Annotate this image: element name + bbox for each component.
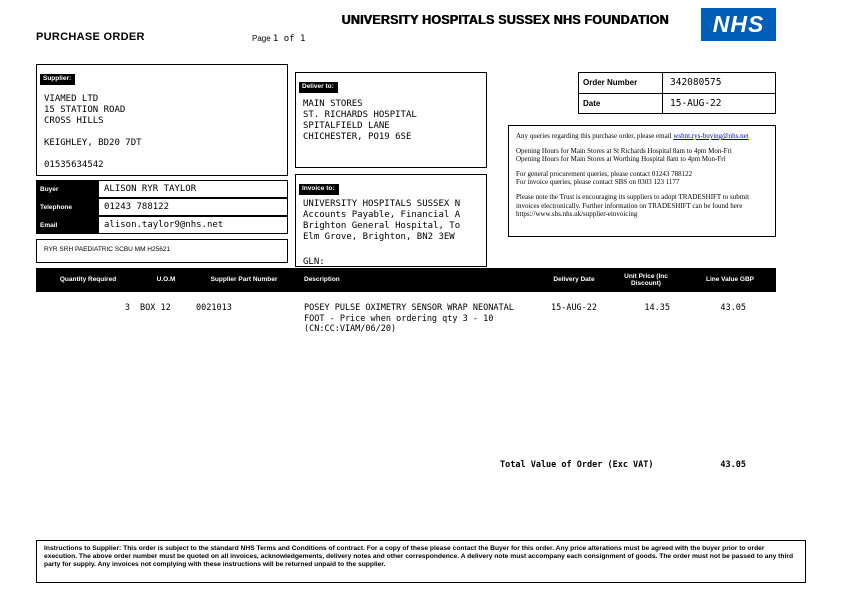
opening-hours-block [516, 147, 768, 164]
header-delivery-date: Delivery Date [553, 276, 595, 284]
page-label: Page [252, 34, 271, 43]
total-value: 43.05 [720, 460, 746, 470]
invoice-to-box [295, 174, 487, 267]
supplier-label: Supplier: [40, 74, 75, 85]
invoice-line2: Accounts Payable, Financial A [303, 210, 461, 220]
item-row [36, 303, 776, 335]
telephone-label: Telephone [37, 199, 99, 215]
procurement-queries-block [516, 170, 768, 187]
buyer-value: ALISON RYR TAYLOR [104, 184, 197, 194]
order-date-value: 15-AUG-22 [670, 98, 722, 109]
order-reference: RYR SRH PAEDIATRIC SCBU MM H25621 [36, 239, 288, 263]
supplier-address-line1: 15 STATION ROAD [44, 105, 126, 115]
buyer-field-row [36, 180, 288, 198]
order-date-label: Date [579, 94, 663, 113]
supplier-box [36, 64, 288, 176]
invoice-line4: Elm Grove, Brighton, BN2 3EW [303, 232, 455, 242]
procurement-queries-line: For general procurement queries, please contact 01243 788122 [516, 169, 693, 178]
supplier-address-line2: CROSS HILLS [44, 116, 104, 126]
item-unit-price: 14.35 [644, 303, 670, 313]
item-line-value: 43.05 [720, 303, 746, 313]
queries-contact-line [516, 132, 768, 141]
queries-box [508, 125, 776, 237]
header-unit-price: Unit Price (Inc Discount) [624, 272, 668, 287]
buying-email-link[interactable]: wshnt.rys-buying@nhs.net [673, 132, 749, 140]
buyer-label: Buyer [37, 181, 99, 197]
order-number-row [579, 73, 775, 93]
order-info-table [578, 72, 776, 114]
doc-title: PURCHASE ORDER [36, 31, 145, 43]
nhs-logo-text: NHS [712, 11, 765, 37]
order-date-row [579, 93, 775, 113]
email-field-row [36, 216, 288, 234]
telephone-field-row [36, 198, 288, 216]
total-label: Total Value of Order (Exc VAT) [500, 460, 654, 470]
deliver-line1: MAIN STORES [303, 99, 363, 109]
invoice-line1: UNIVERSITY HOSPITALS SUSSEX N [303, 199, 461, 209]
page-value: 1 of 1 [272, 34, 306, 44]
header-line-value: Line Value GBP [705, 276, 755, 284]
org-title: UNIVERSITY HOSPITALS SUSSEX NHS FOUNDATION [341, 13, 669, 27]
order-number-label: Order Number [579, 73, 663, 93]
supplier-city-postcode: KEIGHLEY, BD20 7DT [44, 138, 142, 148]
item-uom: BOX 12 [140, 303, 171, 313]
invoice-queries-line: For invoice queries, please contact SBS on 0303 123 1177 [516, 178, 680, 187]
deliver-line2: ST. RICHARDS HOSPITAL [303, 110, 417, 120]
tradeshift-note: Please note the Trust is encouraging its suppliers to adopt TRADESHIFT to submit invoices electronically. Further information on TRADESHIFT can be found here https://www.sbs.nhs.uk/supplier-einvoicing [516, 192, 750, 219]
order-number-value: 342080575 [670, 77, 722, 88]
deliver-line3: SPITALFIELD LANE [303, 121, 390, 131]
deliver-to-label: Deliver to: [299, 82, 338, 93]
supplier-name: VIAMED LTD [44, 94, 99, 104]
item-description-line1: POSEY PULSE OXIMETRY SENSOR WRAP NEONATAL [304, 303, 514, 313]
item-part-number: 0021013 [196, 303, 232, 313]
header-quantity-required: Quantity Required [59, 276, 117, 284]
supplier-instructions: Instructions to Supplier: This order is subject to the standard NHS Terms and Conditions of contract. For a copy of these please contact the Buyer for this order. Any price alterations must be agreed with the buyer prior to order execution. The above order number must be quoted on all invoices, acknowledgements, delivery notes and other correspondence. A delivery note must accompany each consignment of goods. The order must not be passed to any third party for supply. Any invoices not complying with these instructions will be returned unpaid to the supplier. [36, 540, 806, 583]
telephone-value: 01243 788122 [104, 202, 170, 212]
page-indicator [252, 34, 305, 44]
queries-contact-text: Any queries regarding this purchase order, please email [516, 132, 674, 140]
item-delivery-date: 15-AUG-22 [550, 303, 598, 313]
item-quantity: 3 [124, 303, 130, 313]
items-table-header [36, 268, 776, 292]
deliver-line4: CHICHESTER, PO19 6SE [303, 132, 412, 142]
item-description-line3: (CN:CC:VIAM/06/20) [304, 324, 397, 334]
email-value: alison.taylor9@nhs.net [104, 220, 224, 230]
opening-hours-st-richards: Opening Hours for Main Stores at St Richards Hospital 8am to 4pm Mon-Fri [516, 146, 732, 155]
email-label: Email [37, 217, 99, 233]
header-description: Description [304, 276, 340, 284]
header-uom: U.O.M [156, 276, 176, 284]
invoice-to-label: Invoice to: [299, 184, 339, 195]
deliver-to-box [295, 72, 487, 168]
gln-label: GLN: [303, 257, 325, 267]
item-description-line2: FOOT - Price when ordering qty 3 - 10 [304, 313, 494, 324]
supplier-phone: 01535634542 [44, 160, 104, 170]
invoice-line3: Brighton General Hospital, To [303, 221, 461, 231]
nhs-logo [701, 8, 776, 41]
opening-hours-worthing: Opening Hours for Main Stores at Worthing Hospital 8am to 4pm Mon-Fri [516, 155, 726, 164]
header-supplier-part-number: Supplier Part Number [210, 276, 278, 284]
item-description [296, 303, 540, 335]
